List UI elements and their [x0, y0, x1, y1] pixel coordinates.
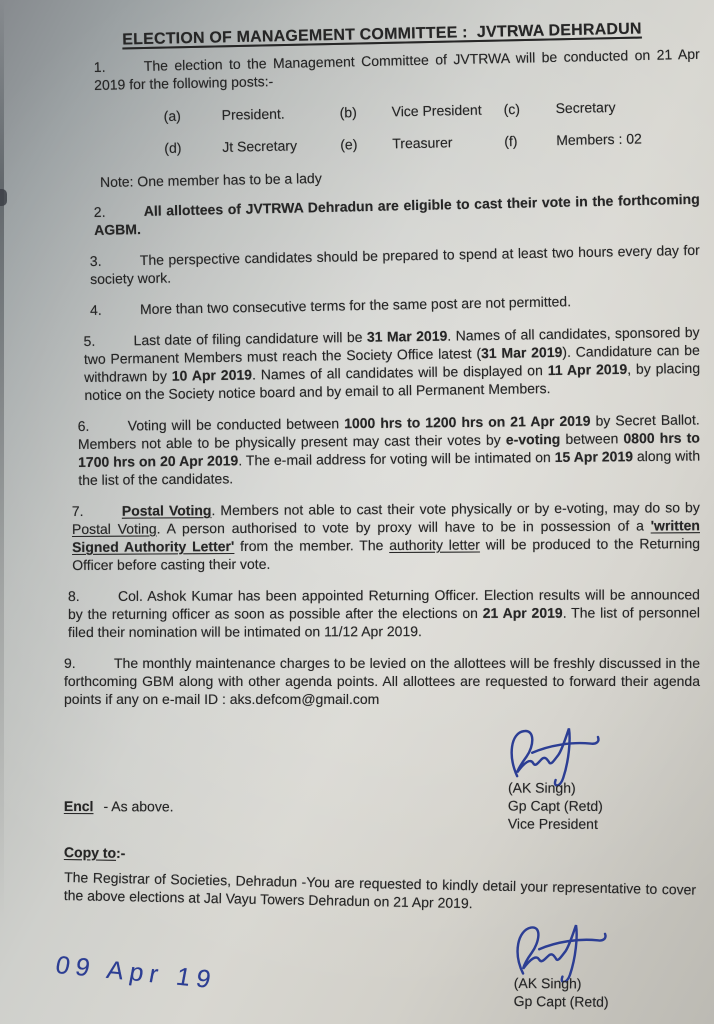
para-7-number: 7.	[71, 502, 84, 520]
para-2-text: All allottees of JVTRWA Dehradun are eligible to cast their vote in the forthcoming AGBM.	[94, 190, 700, 238]
para-1-text: The election to the Management Committee of JVTRWA will be conducted on 21 Apr 2019 for the following posts:-	[94, 45, 700, 93]
para-4-text: More than two consecutive terms for the same post are not permitted.	[139, 293, 572, 318]
para-3-text: The perspective candidates should be prepared to spend at least two hours every day for society work.	[90, 241, 700, 287]
scan-edge-shadow	[0, 0, 4, 1024]
para-6-text: Voting will be conducted between 1000 hrs to 1200 hrs on 21 Apr 2019 by Secret Ballot. Members not able to be physically present may cast their votes by e-voting between 0800 hrs to 1700 hrs on 20 Apr 2019. The e-mail address for voting will be intimated on 15 Apr 2019 along with the list of the candidates.	[77, 411, 701, 488]
para-6	[78, 410, 701, 489]
copy-to-suffix: :-	[115, 844, 126, 861]
para-4-number: 4.	[89, 301, 102, 318]
para-5	[83, 323, 700, 404]
encl-label: Encl	[63, 797, 94, 815]
para-5-text: Last date of filing candidature will be 31 Mar 2019. Names of all candidates, sponsored by two Permanent Members must reach the Society Office latest (31 Mar 2019). Candidature can be withdrawn by 10 Apr 2019. Names of all candidates will be displayed on 11 Apr 2019, by placing notice on the Society notice board and by email to all Permanent Members.	[83, 323, 701, 403]
post-e-name: Treasurer	[392, 134, 453, 152]
scan-artifact	[0, 189, 7, 206]
para-2-number: 2.	[93, 203, 106, 221]
para-8-text: Col. Ashok Kumar has been appointed Returning Officer. Election results will be announced by the returning officer as soon as possible after the elections on 21 Apr 2019. The list of personnel filed their nomination will be intimated on 11/12 Apr 2019.	[67, 586, 701, 640]
signature-block-2	[514, 918, 701, 1012]
para-1	[94, 45, 701, 94]
encl-line	[64, 797, 174, 815]
post-d-label: (d)	[164, 139, 182, 156]
post-a-name: President.	[221, 105, 285, 123]
signatory-1-name: (AK Singh)	[507, 779, 576, 796]
para-8-number: 8.	[67, 587, 80, 605]
para-3	[90, 241, 701, 288]
handwritten-date: 09 Apr 19	[53, 951, 219, 995]
date-signature-row	[53, 914, 701, 1012]
para-9	[64, 654, 700, 708]
post-a-label: (a)	[163, 107, 181, 125]
post-d-name: Jt Secretary	[222, 137, 298, 155]
para-4	[90, 290, 700, 319]
document-title: ELECTION OF MANAGEMENT COMMITTEE : JVTRWA DEHRADUN	[122, 20, 642, 49]
para-7	[72, 498, 700, 574]
posts-grid	[163, 96, 700, 157]
signature-scribble-1	[504, 723, 626, 787]
para-1-number: 1.	[93, 58, 106, 76]
para-6-number: 6.	[77, 417, 90, 435]
post-f-label: (f)	[504, 132, 518, 150]
para-9-text: The monthly maintenance charges to be levied on the allottees will be freshly discussed in the forthcoming GBM along with other agenda points. All allottees are requested to forward their agenda points if any on e-mail ID : aks.defcom@gmail.com	[64, 655, 700, 707]
post-b-name: Vice President	[391, 101, 482, 120]
post-c-label: (c)	[503, 100, 521, 118]
encl-text: - As above.	[103, 798, 174, 815]
post-e-label: (e)	[340, 136, 358, 153]
encl-signature-row	[64, 721, 700, 833]
signatory-1-rank: Gp Capt (Retd)	[507, 797, 603, 814]
para-9-number: 9.	[64, 655, 76, 671]
copy-to-label: Copy to	[63, 844, 117, 861]
signatory-2-name: (AK Singh)	[513, 974, 582, 992]
signatory-1-designation: Vice President	[507, 815, 598, 832]
para-8	[68, 585, 700, 641]
para-7-text: Postal Voting. Members not able to cast their vote physically or by e-voting, may do so by Postal Voting. A person authorised to vote by proxy will have to be in possession of a 'written Signed Authority Letter' from the member. The authority letter will be produced to the Returning Officer before casting their vote.	[71, 499, 701, 573]
post-c-name: Secretary	[555, 98, 616, 117]
signatory-2-rank: Gp Capt (Retd)	[513, 992, 609, 1010]
post-b-label: (b)	[339, 104, 357, 121]
signature-block-1	[508, 723, 700, 834]
note-line: Note: One member has to be a lady	[99, 169, 322, 190]
para-3-number: 3.	[89, 252, 102, 270]
post-f-name: Members : 02	[556, 130, 642, 149]
para-2	[94, 190, 701, 239]
copy-to-heading	[64, 843, 700, 871]
para-5-number: 5.	[83, 332, 96, 350]
copy-to-body: The Registrar of Societies, Dehradun -You are requested to kindly detail your representative to cover the above elections at Jal Vayu Towers Dehradun on 21 Apr 2019.	[63, 869, 697, 912]
